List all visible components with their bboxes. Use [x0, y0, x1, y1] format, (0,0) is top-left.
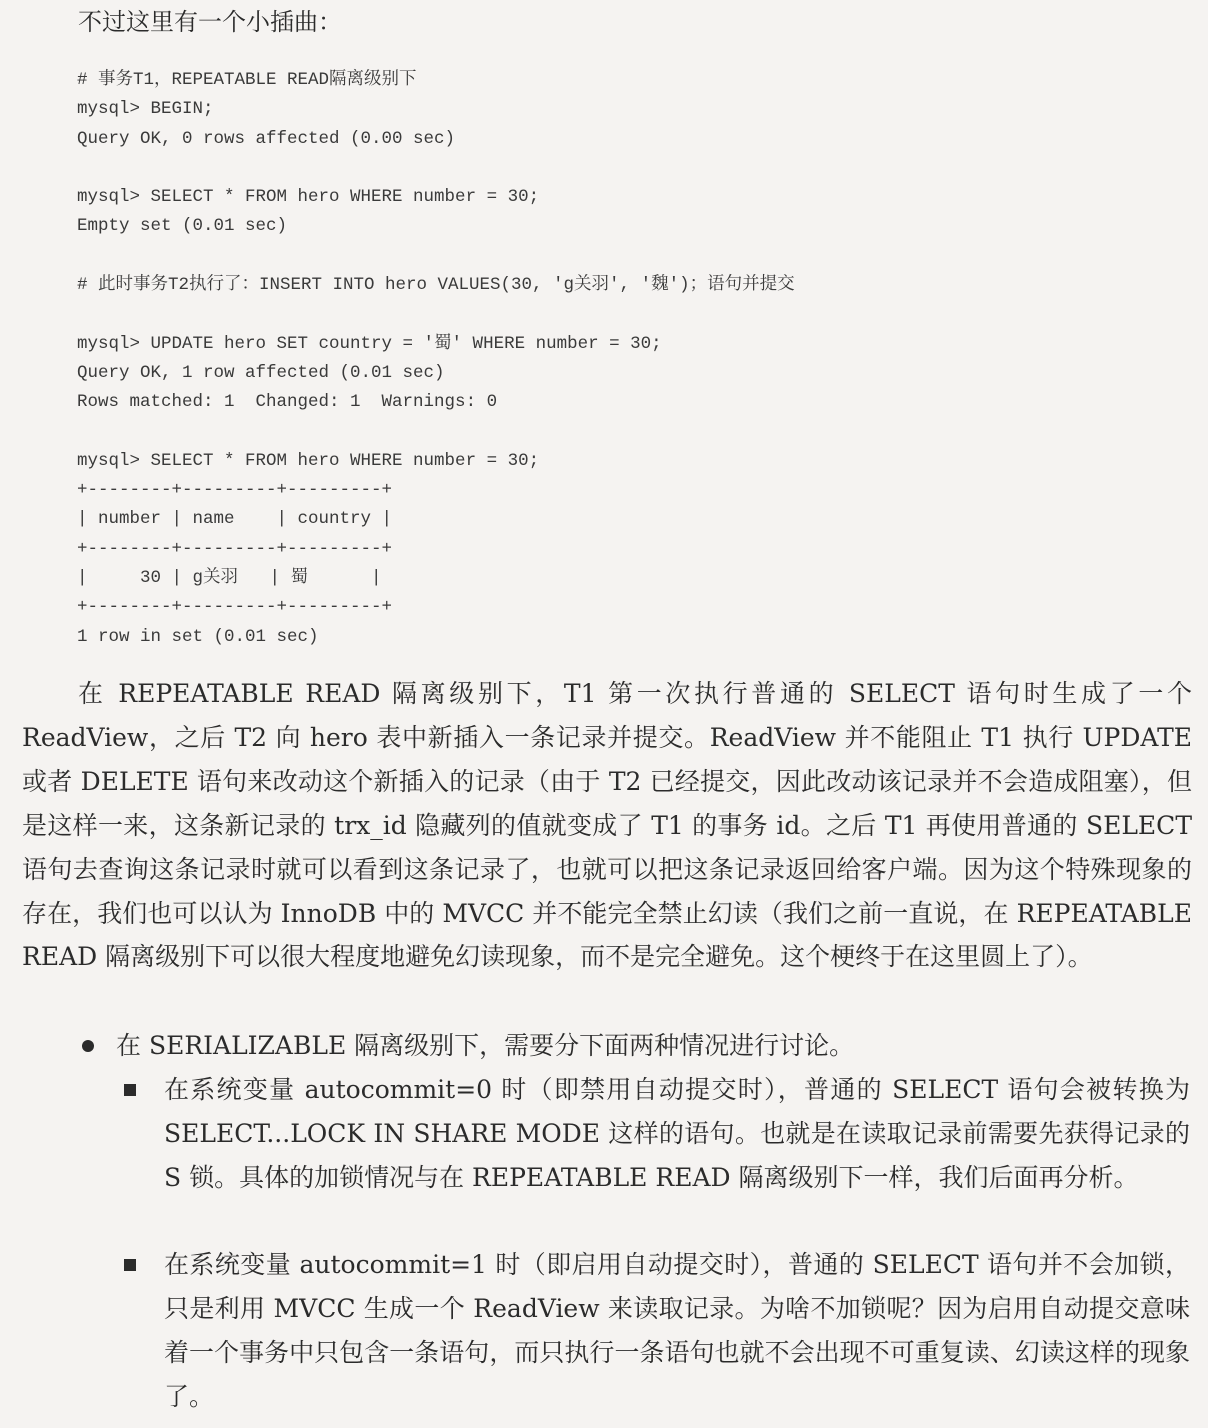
- code-line: [77, 154, 795, 183]
- code-line: # 事务T1，REPEATABLE READ隔离级别下: [77, 70, 417, 90]
- code-line: | 30 | g关羽 | 蜀 |: [77, 568, 382, 589]
- sub-bullet-item: [124, 1068, 1190, 1200]
- code-block: [77, 66, 795, 652]
- code-line: Query OK, 1 row affected (0.01 sec): [77, 362, 445, 383]
- square-bullet-icon: [124, 1084, 136, 1096]
- code-line: +--------+---------+---------+: [77, 480, 393, 501]
- code-line: mysql> SELECT * FROM hero WHERE number = 30;: [77, 187, 540, 208]
- code-line: +--------+---------+---------+: [77, 597, 393, 618]
- code-line: mysql> UPDATE hero SET country = '蜀' WHERE number = 30;: [77, 333, 662, 354]
- code-line: [77, 418, 795, 447]
- code-line: mysql> SELECT * FROM hero WHERE number = 30;: [77, 450, 540, 471]
- code-line: 1 row in set (0.01 sec): [77, 626, 319, 647]
- sub-bullet-text: 在系统变量 autocommit=0 时（即禁用自动提交时），普通的 SELECT 语句会被转换为 SELECT...LOCK IN SHARE MODE 这样的语句。也就是在读取记录前需要先获得记录的 S 锁。具体的加锁情况与在 REPEATABLE READ 隔离级别下一样，我们后面再分析。: [164, 1075, 1190, 1192]
- code-line: [77, 300, 795, 329]
- body-paragraph: 在 REPEATABLE READ 隔离级别下，T1 第一次执行普通的 SELECT 语句时生成了一个 ReadView，之后 T2 向 hero 表中新插入一条记录并提交。ReadView 并不能阻止 T1 执行 UPDATE 或者 DELETE 语句来改动这个新插入的记录（由于 T2 已经提交，因此改动该记录并不会造成阻塞），但是这样一来，这条新记录的 trx_id 隐藏列的值就变成了 T1 的事务 id。之后 T1 再使用普通的 SELECT 语句去查询这条记录时就可以看到这条记录了，也就可以把这条记录返回给客户端。因为这个特殊现象的存在，我们也可以认为 InnoDB 中的 MVCC 并不能完全禁止幻读（我们之前一直说，在 REPEATABLE READ 隔离级别下可以很大程度地避免幻读现象，而不是完全避免。这个梗终于在这里圆上了）。: [22, 679, 1192, 972]
- sub-bullet-item: [124, 1243, 1190, 1419]
- code-line: Rows matched: 1 Changed: 1 Warnings: 0: [77, 392, 498, 413]
- bullet-text: 在 SERIALIZABLE 隔离级别下，需要分下面两种情况进行讨论。: [116, 1031, 855, 1060]
- code-line: Empty set (0.01 sec): [77, 216, 288, 237]
- intro-text: 不过这里有一个小插曲：: [78, 8, 342, 36]
- bullet-dot-icon: [82, 1040, 94, 1052]
- code-line: Query OK, 0 rows affected (0.00 sec): [77, 128, 456, 149]
- square-bullet-icon: [124, 1259, 136, 1271]
- code-line: # 此时事务T2执行了：INSERT INTO hero VALUES(30, 'g关羽', '魏')；语句并提交: [77, 275, 795, 296]
- sub-bullet-text: 在系统变量 autocommit=1 时（即启用自动提交时），普通的 SELECT 语句并不会加锁，只是利用 MVCC 生成一个 ReadView 来读取记录。为啥不加锁呢？因为启用自动提交意味着一个事务中只包含一条语句，而只执行一条语句也就不会出现不可重复读、幻读这样的现象了。: [164, 1250, 1190, 1411]
- code-line: [77, 242, 795, 271]
- code-line: | number | name | country |: [77, 509, 393, 530]
- bullet-item: [79, 1024, 1189, 1068]
- code-line: +--------+---------+---------+: [77, 538, 393, 559]
- code-line: mysql> BEGIN;: [77, 99, 214, 120]
